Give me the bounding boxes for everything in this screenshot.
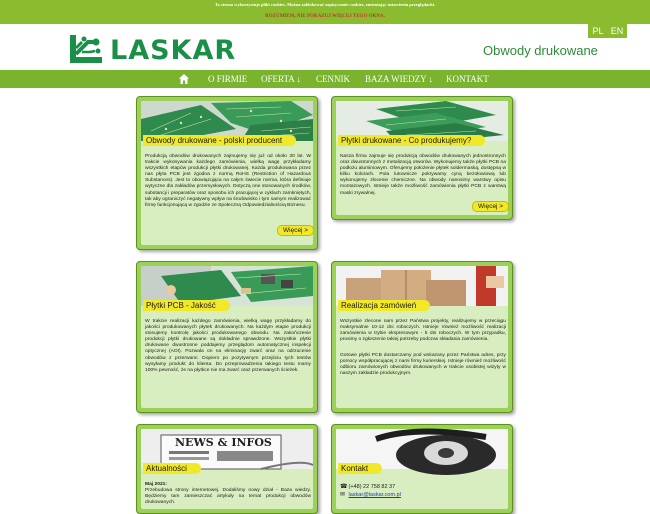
main-nav xyxy=(0,70,650,88)
site-tagline: Obwody drukowane xyxy=(483,43,598,58)
nav-o-firmie[interactable]: O FIRMIE xyxy=(208,74,248,84)
news-item xyxy=(145,482,311,506)
card-label: Obwody drukowane - polski producent xyxy=(143,135,296,146)
card-text: W trakcie realizacji każdego zamówienia, wielką wagę przykładamy do jakości produkowanych płytek drukowanych. Na każdym etapie produkcji stosujemy kontrolę jakości produkowanego obwodu. Na zakończenie produkcji płytki drukowane są dokładnie sprawdzone. Wszystkie płytki drukowane dwustronne poddajemy przeglądom automatycznej inspekcji optycznej (AOI). Pozwala on na eliminację zwarć oraz na odrzucenie obwodów z przerwami. Dopiero po pozytywnym przejściu tych testów wysyłamy produkt do klienta. Do przeprowadzenia takiego testu mamy 100% pewność, że na płytkce nie ma zwarć oraz przerwanych ścieżek. xyxy=(145,319,311,373)
card-label: Kontakt xyxy=(338,463,382,474)
contact-email xyxy=(340,491,401,498)
card-realizacja-zamowien xyxy=(331,261,513,413)
contact-phone xyxy=(340,483,395,490)
nav-baza-wiedzy[interactable]: BAZA WIEDZY ↓ xyxy=(365,74,433,84)
more-button[interactable]: Więcej > xyxy=(472,201,509,212)
circuit-logo-icon xyxy=(68,34,106,66)
lang-en-button[interactable]: EN xyxy=(607,24,627,38)
nav-oferta[interactable]: OFERTA ↓ xyxy=(261,74,301,84)
card-label: Aktualności xyxy=(143,463,201,474)
card-label: Płytki PCB - Jakość xyxy=(143,300,230,311)
cookie-accept-link[interactable]: ROZUMIEM, NIE POKAZUJ WIĘCEJ TEGO OKNA. xyxy=(265,14,385,19)
phone-number: (+48) 22 758 82 37 xyxy=(348,484,396,490)
envelope-icon: ✉ xyxy=(340,492,346,498)
home-icon[interactable] xyxy=(178,73,190,85)
card-text: Produkcją obwodów drukowanych zajmujemy się już od około 30 lat. W trakcie wykonywania każdego zamówienia, wielką wagę przykładamy wszystkich etapów produkcji płytki drukowanej. Każda produkowana przez nas płyta PCB jest zgodna z normą RoHS (Restriction of Hazardous Substances). Jest to obowiązująca na całym świecie norma, która definiuje wytyczne dla zakładów przemysłowych. Dotyczą one stosowanych środków, substancji i preparatów oraz sposobu ich pracującej w cyklach zamkniętych, tak aby ograniczyć negatywny wpływ na środowisko i tym samym realizować firmę funkcjonującą w zgodzie ze Społeczną Odpowiedzialnością Biznesu. xyxy=(145,154,311,208)
nav-kontakt[interactable]: KONTAKT xyxy=(446,74,489,84)
card-jakosc xyxy=(136,261,318,413)
site-header xyxy=(0,24,650,70)
card-label: Realizacja zamówień xyxy=(338,300,430,311)
card-kontakt xyxy=(331,424,513,514)
more-button[interactable]: Więcej > xyxy=(277,225,314,236)
news-text: Przebudowa strony internetowej. Dodaliśmy nowy dział - Baza wiedzy. Będziemy tam zamieszczać artykuły na temat produkcji obwodów drukowanych. xyxy=(145,488,311,506)
card-co-produkujemy xyxy=(331,96,513,220)
card-label: Płytki drukowane - Co produkujemy? xyxy=(338,135,485,146)
card-text: Nasza firma zajmuje się produkcją obwodów drukowanych jednostronnych oraz dwustronnych z metalizacją otworów. Wykonujemy także płytki PCB na podłożu aluminiowym. Oferujemy położenie płytek soldermaską, dostępną w kilku kolorach. Pola lutownicze pokrywamy cyną bezołowiową lub wykonujemy złocenie chemiczne. Na obwody nanosimy warstwy opisu montażowych. Istnieje także możliwość zamówienia płytki PCB z warstwą maski zrywalnej. xyxy=(340,154,506,196)
card-aktualnosci xyxy=(136,424,318,514)
card-polski-producent xyxy=(136,96,318,250)
lang-pl-button[interactable]: PL xyxy=(588,24,608,38)
phone-icon: ☎ xyxy=(340,484,348,490)
email-link[interactable]: laskar@laskar.com.pl xyxy=(348,492,401,498)
nav-cennik[interactable]: CENNIK xyxy=(316,74,350,84)
news-date: Maj 2021: xyxy=(145,482,168,487)
logo[interactable] xyxy=(68,34,248,66)
logo-text: LASKAR xyxy=(110,35,237,66)
cookie-bar xyxy=(0,0,650,24)
card-text: Gotowe płytki PCB dostarczamy pod wskazany przez Państwa adres, przy pomocy współpracującej z nami firmy kurierskiej. Istnieje również możliwość odbioru zamówionych obwodów drukowanych w trakcie osobistej wizyty w naszym zakładzie produkcyjnym. xyxy=(340,353,506,377)
news-image-text: NEWS & INFOS xyxy=(175,436,272,449)
card-text: Wszystkie zlecone nam przez Państwa projekty, realizujemy w przeciągu maksymalnie 10-12 dni roboczych. Istnieje również możliwość realizacji zamówienia w trybie ekspresowym - 5 dni roboczych. W tym przypadku, prosimy o zgłoszenie takiej potrzeby podczas składania zamówienia. xyxy=(340,319,506,343)
cookie-message: Ta strona wykorzystuje pliki cookies. Można zablokować zapisywanie cookies, zmieniając ustawienia przeglądarki. xyxy=(214,2,436,7)
